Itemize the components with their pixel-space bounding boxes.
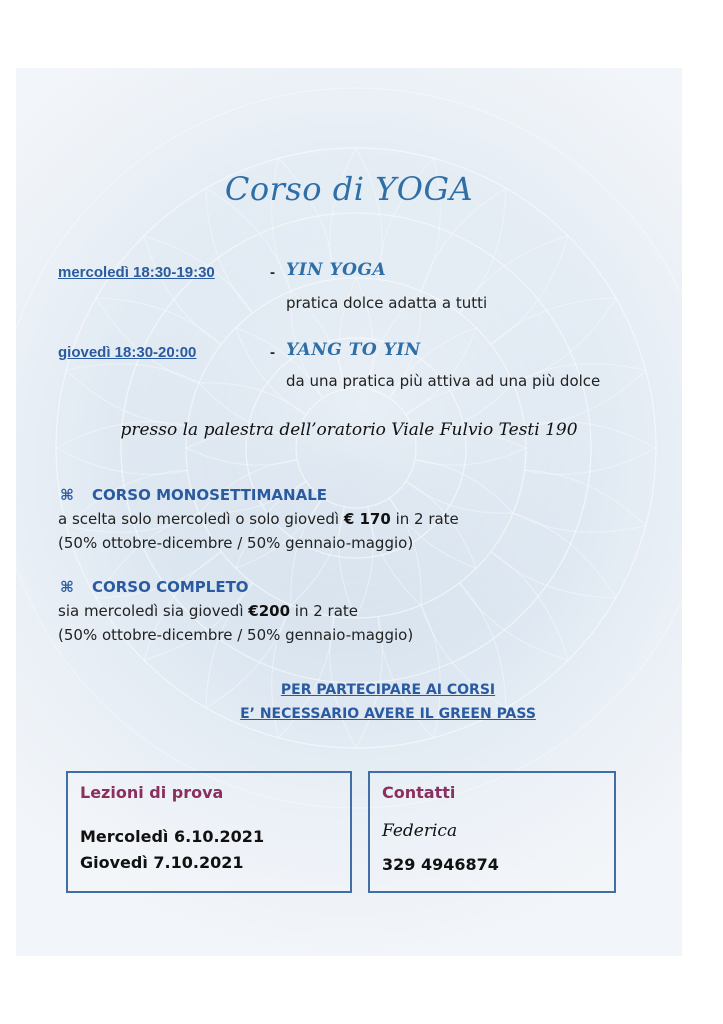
green-pass-notice-line1: PER PARTECIPARE AI CORSI bbox=[280, 682, 496, 698]
flyer-sheet bbox=[16, 68, 682, 956]
contact-phone[interactable]: 329 4946874 bbox=[382, 855, 499, 874]
course-price-line bbox=[58, 510, 459, 528]
mandala-petal bbox=[513, 470, 646, 532]
schedule-style-yang: YANG TO YIN bbox=[286, 340, 421, 360]
mandala-petal bbox=[491, 513, 616, 598]
contacts-title: Contatti bbox=[382, 783, 456, 802]
course-installments: in 2 rate bbox=[290, 602, 359, 620]
schedule-style-yin: YIN YOGA bbox=[286, 260, 387, 280]
schedule-day-wednesday: mercoledì 18:30-19:30 bbox=[58, 264, 215, 281]
location-text: presso la palestra dell’oratorio Viale Fulvio Testi 190 bbox=[120, 420, 578, 440]
course-price: €200 bbox=[248, 602, 291, 620]
course-payment-split: (50% ottobre-dicembre / 50% gennaio-maggio) bbox=[58, 534, 414, 552]
schedule-separator: - bbox=[270, 344, 275, 361]
mandala-petal bbox=[491, 298, 616, 383]
contact-name: Federica bbox=[382, 821, 458, 841]
course-payment-split: (50% ottobre-dicembre / 50% gennaio-maggio) bbox=[58, 626, 414, 644]
green-pass-notice-line2: E’ NECESSARIO AVERE IL GREEN PASS bbox=[240, 706, 536, 722]
course-price: € 170 bbox=[343, 510, 391, 528]
course-price-line bbox=[58, 602, 358, 620]
course-days: sia mercoledì sia giovedì bbox=[58, 602, 249, 620]
course-title: CORSO COMPLETO bbox=[92, 578, 249, 596]
schedule-separator: - bbox=[270, 264, 275, 281]
schedule-description: pratica dolce adatta a tutti bbox=[286, 294, 488, 312]
contacts-box bbox=[368, 771, 616, 893]
schedule-day-thursday: giovedì 18:30-20:00 bbox=[58, 344, 197, 361]
course-days: a scelta solo mercoledì o solo giovedì bbox=[58, 510, 344, 528]
trial-lessons-box bbox=[66, 771, 352, 893]
mandala-petal bbox=[96, 298, 221, 383]
trial-lessons-title: Lezioni di prova bbox=[80, 783, 224, 802]
schedule-description: da una pratica più attiva ad una più dolce bbox=[286, 372, 601, 390]
bullet-icon: ⌘ bbox=[60, 486, 74, 504]
bullet-icon: ⌘ bbox=[60, 578, 74, 596]
course-installments: in 2 rate bbox=[390, 510, 459, 528]
page-title: Corso di YOGA bbox=[224, 170, 474, 208]
trial-date: Mercoledì 6.10.2021 bbox=[80, 827, 265, 846]
course-title: CORSO MONOSETTIMANALE bbox=[92, 486, 328, 504]
mandala-petal bbox=[66, 364, 199, 426]
trial-date: Giovedì 7.10.2021 bbox=[80, 853, 244, 872]
